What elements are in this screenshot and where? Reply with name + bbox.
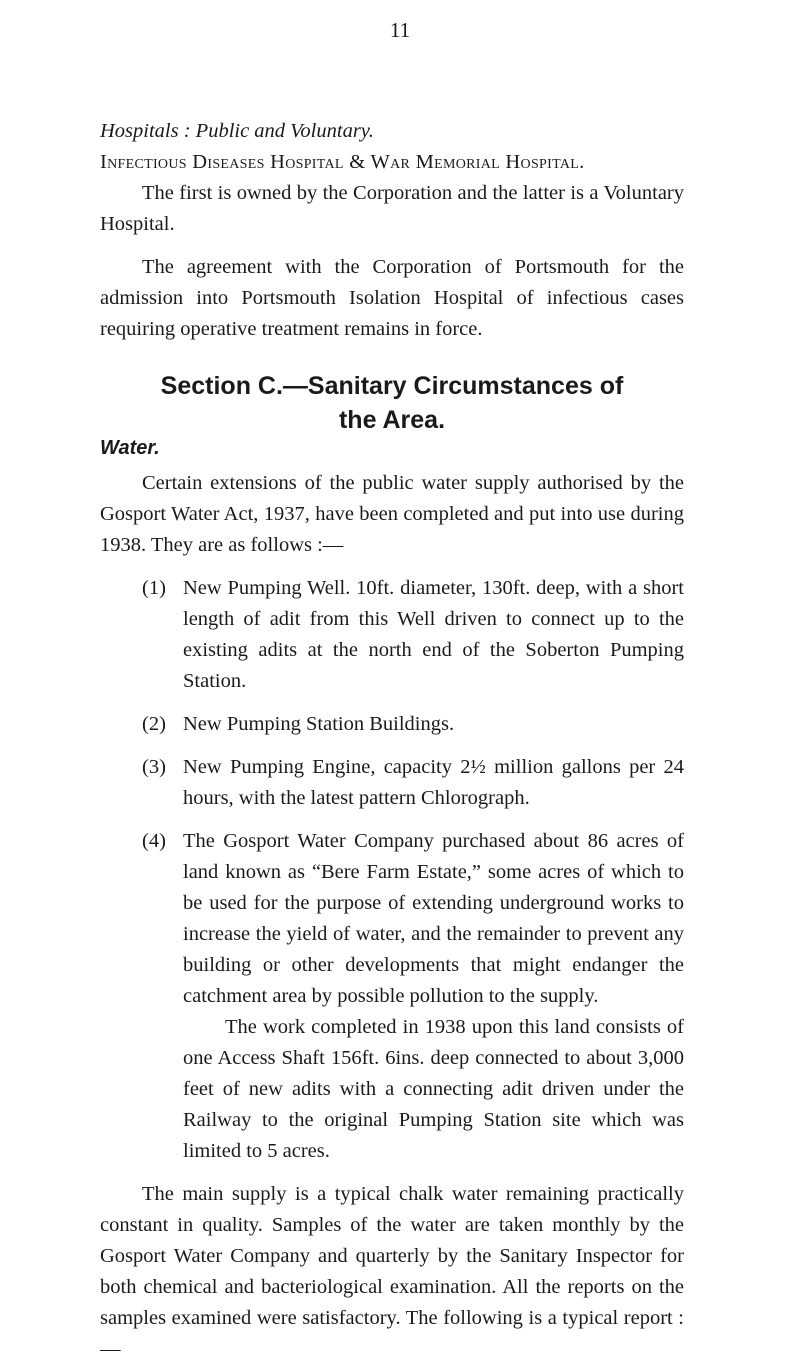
section-heading-line-2: the Area. [338, 406, 446, 434]
list-item [100, 752, 684, 814]
list-item-text: The Gosport Water Company purchased about 86 acres of land known as “Bere Farm Estate,” some acres of which to be used for the purpose of extending underground works to increase the yield of water, and the remainder to prevent any building or other developments that might endanger the catchment area by possible pollution to the supply. [183, 830, 684, 1007]
water-intro: Certain extensions of the public water supply authorised by the Gosport Water Act, 1937, have been completed and put into use during 1938. They are as follows :— [100, 472, 684, 556]
list-item-text: New Pumping Station Buildings. [183, 713, 455, 735]
list-item-sub-paragraph: The work completed in 1938 upon this land consists of one Access Shaft 156ft. 6ins. deep connected to about 3,000 feet of new adits with a connecting adit driven under the Railway to the original Pumping Station site which was limited to 5 acres. [183, 1016, 684, 1162]
page-content [100, 116, 684, 1365]
water-heading: Water. [100, 437, 160, 459]
hospitals-heading: Hospitals : Public and Voluntary. [100, 120, 374, 142]
list-item-text: New Pumping Engine, capacity 2½ million gallons per 24 hours, with the latest pattern Chlorograph. [183, 756, 684, 809]
list-item-number: (2) [142, 713, 166, 735]
list-item [100, 573, 684, 697]
list-item-number: (1) [142, 577, 166, 599]
list-item-number: (4) [142, 830, 166, 852]
hospitals-subheading: Infectious Diseases Hospital & War Memorial Hospital. [100, 151, 585, 173]
list-item-number: (3) [142, 756, 166, 778]
list-item-text: New Pumping Well. 10ft. diameter, 130ft. deep, with a short length of adit from this Well driven to connect up to the existing adits at the north end of the Soberton Pumping Station. [183, 577, 684, 692]
section-heading-line-1: Section C.—Sanitary Circumstances of [160, 372, 624, 400]
hospitals-paragraph-1: The first is owned by the Corporation and the latter is a Voluntary Hospital. [100, 182, 684, 235]
section-heading [100, 369, 684, 437]
water-closing-paragraph: The main supply is a typical chalk water remaining practically constant in quality. Samples of the water are taken monthly by the Gosport Water Company and quarterly by the Sanitary Inspector for both chemical and bacteriological examination. All the reports on the samples examined were satisfactory. The following is a typical report :— [100, 1183, 684, 1360]
list-item [100, 826, 684, 1167]
list-item [100, 709, 684, 740]
page-number: 11 [389, 18, 411, 42]
water-extensions-list [100, 573, 684, 1167]
hospitals-paragraph-2: The agreement with the Corporation of Portsmouth for the admission into Portsmouth Isolation Hospital of infectious cases requiring operative treatment remains in force. [100, 256, 684, 340]
